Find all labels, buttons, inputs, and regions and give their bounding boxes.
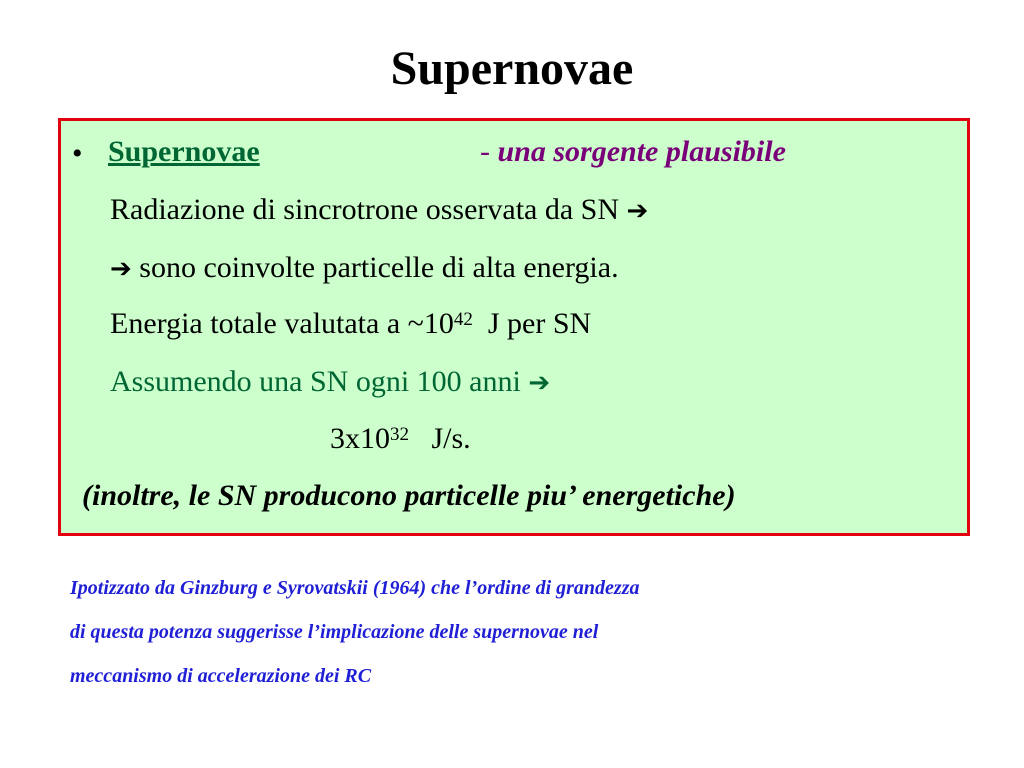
arrow-icon: ➔ [110, 254, 132, 284]
closing-text: (inoltre, le SN producono particelle piu’ energetiche) [82, 479, 736, 512]
body-line-3 [110, 306, 591, 342]
body-line-5 [330, 421, 471, 457]
body-line-4 [110, 364, 550, 401]
line1-text: Radiazione di sincrotrone osservata da SN [110, 193, 620, 226]
note-line: meccanismo di accelerazione dei RC [70, 665, 372, 687]
body-line-2 [110, 250, 619, 287]
arrow-icon: ➔ [528, 368, 551, 398]
closing-line [82, 478, 736, 514]
line5-suffix: J/s. [431, 422, 471, 455]
heading-note: una sorgente plausibile [497, 135, 786, 168]
note-line: Ipotizzato da Ginzburg e Syrovatskii (1964) che l’ordine di grandezza [70, 577, 640, 599]
line4-text: Assumendo una SN ogni 100 anni [110, 365, 521, 398]
heading-dash: - [480, 135, 490, 168]
heading-term: Supernovae [108, 135, 260, 168]
bullet-heading [108, 134, 260, 170]
slide-title: Supernovae [390, 42, 634, 95]
bullet-symbol: • [72, 137, 83, 170]
line3-suffix: J per SN [487, 307, 592, 340]
line5-exponent: 32 [390, 424, 409, 445]
line2-text: sono coinvolte particelle di alta energia. [139, 251, 619, 284]
line5-prefix: 3x10 [330, 422, 390, 455]
arrow-icon: ➔ [626, 196, 649, 226]
body-line-1 [110, 192, 648, 229]
note-line: di questa potenza suggerisse l’implicazione delle supernovae nel [70, 621, 599, 643]
line3-exponent: 42 [453, 309, 473, 330]
line3-prefix: Energia totale valutata a ~10 [110, 307, 454, 340]
bullet-heading-note [480, 134, 786, 170]
